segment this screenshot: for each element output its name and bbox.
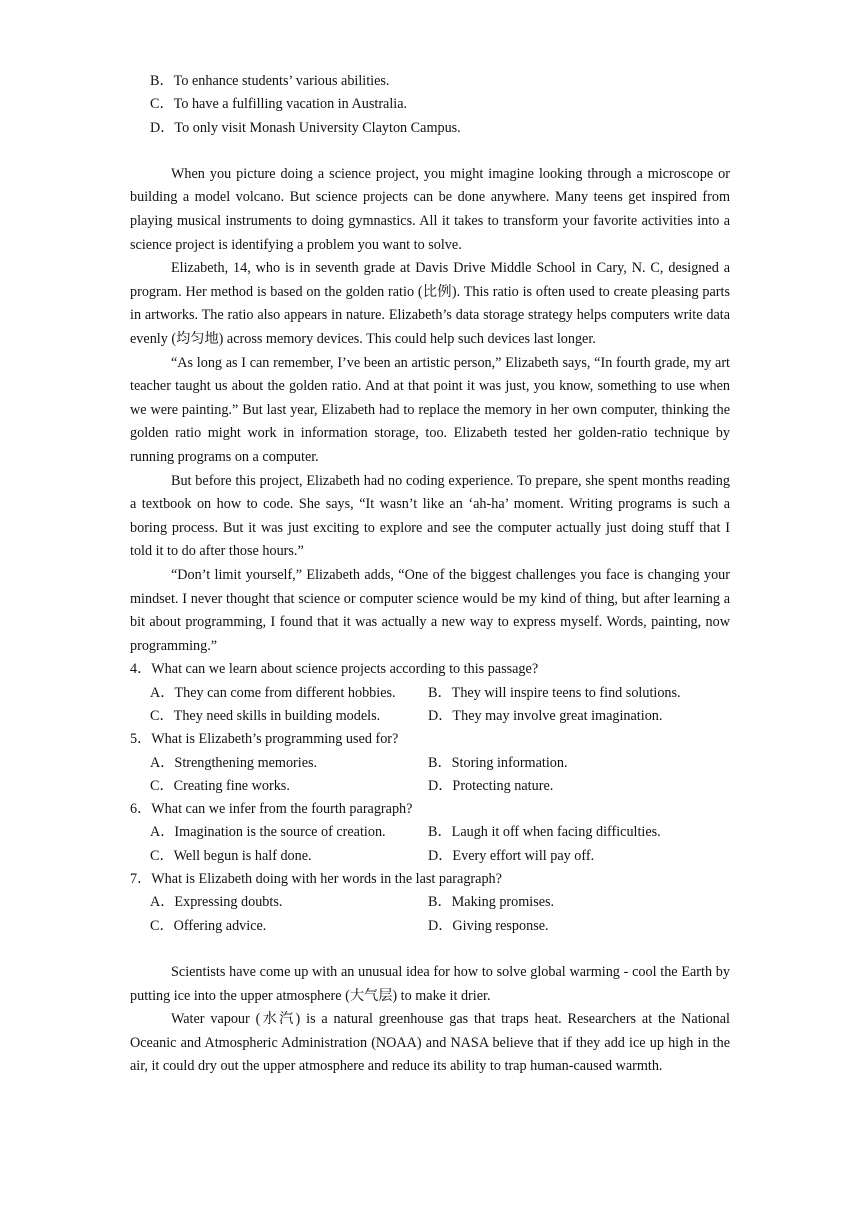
option-d: D．Giving response. xyxy=(428,917,549,934)
option-b: B．Making promises. xyxy=(428,894,555,911)
option-b: B．Laugh it off when facing difficulties. xyxy=(428,824,661,841)
option-b: B．To enhance students’ various abilities. xyxy=(150,73,390,89)
passage-climate xyxy=(130,961,730,1079)
option-c: C．To have a fulfilling vacation in Australia. xyxy=(150,96,408,113)
paragraph: “Don’t limit yourself,” Elizabeth adds, “One of the biggest challenges you face is changing your mindset. I never thought that science or computer science would be my kind of thing, but after learning a bit about programming, I found that it was actually a new way to express myself. Words, painting, now programming.” xyxy=(130,566,730,654)
option-d: D．Protecting nature. xyxy=(428,777,554,794)
paragraph: But before this project, Elizabeth had no coding experience. To prepare, she spent months reading a textbook on how to code. She says, “It wasn’t like an ‘ah-ha’ moment. Writing programs is such a boring process. But it was just exciting to explore and see the computer actually just doing stuff that I told it to do after those hours.” xyxy=(130,472,730,560)
option-c: C．They need skills in building models. xyxy=(150,707,381,724)
option-a: A．Expressing doubts. xyxy=(150,894,283,911)
question-stem: 6．What can we infer from the fourth paragraph? xyxy=(130,801,413,818)
question-stem: 5．What is Elizabeth’s programming used for? xyxy=(130,731,399,748)
paragraph: When you picture doing a science project, you might imagine looking through a microscope or building a model volcano. But science projects can be done anywhere. Many teens get inspired from playing musical instruments to doing gymnastics. All it takes to transform your favorite activities into a science project is identifying a problem you want to solve. xyxy=(130,165,730,253)
prev-question-options xyxy=(130,70,730,140)
option-d: D．To only visit Monash University Clayton Campus. xyxy=(150,119,461,136)
option-a: A．They can come from different hobbies. xyxy=(150,684,396,701)
paragraph: Scientists have come up with an unusual idea for how to solve global warming - cool the Earth by putting ice into the upper atmosphere (大气层) to make it drier. xyxy=(130,963,730,1004)
paragraph: Elizabeth, 14, who is in seventh grade at Davis Drive Middle School in Cary, N. C, designed a program. Her method is based on the golden ratio (比例). This ratio is often used to create pleasing parts in artworks. The ratio also appears in nature. Elizabeth’s data storage strategy helps computers write data evenly (均匀地) across memory devices. This could help such devices last longer. xyxy=(130,260,730,348)
option-a: A．Strengthening memories. xyxy=(150,754,318,771)
question-stem: 7．What is Elizabeth doing with her words in the last paragraph? xyxy=(130,871,502,888)
question-5 xyxy=(130,728,730,798)
option-d: D．They may involve great imagination. xyxy=(428,707,663,724)
question-6 xyxy=(130,798,730,868)
question-4 xyxy=(130,658,730,728)
question-stem: 4．What can we learn about science projects according to this passage? xyxy=(130,661,539,678)
option-c: C．Creating fine works. xyxy=(150,777,290,794)
option-a: A．Imagination is the source of creation. xyxy=(150,824,386,841)
option-b: B．Storing information. xyxy=(428,754,568,771)
paragraph: Water vapour (水汽) is a natural greenhouse gas that traps heat. Researchers at the National Oceanic and Atmospheric Administration (NOAA) and NASA believe that if they add ice up high in the air, it could dry out the upper atmosphere and reduce its ability to trap human-caused warmth. xyxy=(130,1011,730,1075)
paragraph: “As long as I can remember, I’ve been an artistic person,” Elizabeth says, “In fourth grade, my art teacher taught us about the golden ratio. And at that point it was just, you know, something to use when we were painting.” But last year, Elizabeth had to replace the memory in her own computer, thinking the golden ratio might work in information storage, too. Elizabeth tested her golden-ratio technique by running programs on a computer. xyxy=(130,354,730,466)
option-c: C．Offering advice. xyxy=(150,917,267,934)
option-d: D．Every effort will pay off. xyxy=(428,847,595,864)
question-7 xyxy=(130,868,730,938)
option-c: C．Well begun is half done. xyxy=(150,847,312,864)
passage-science xyxy=(130,163,730,658)
option-b: B．They will inspire teens to find solutions. xyxy=(428,684,681,701)
